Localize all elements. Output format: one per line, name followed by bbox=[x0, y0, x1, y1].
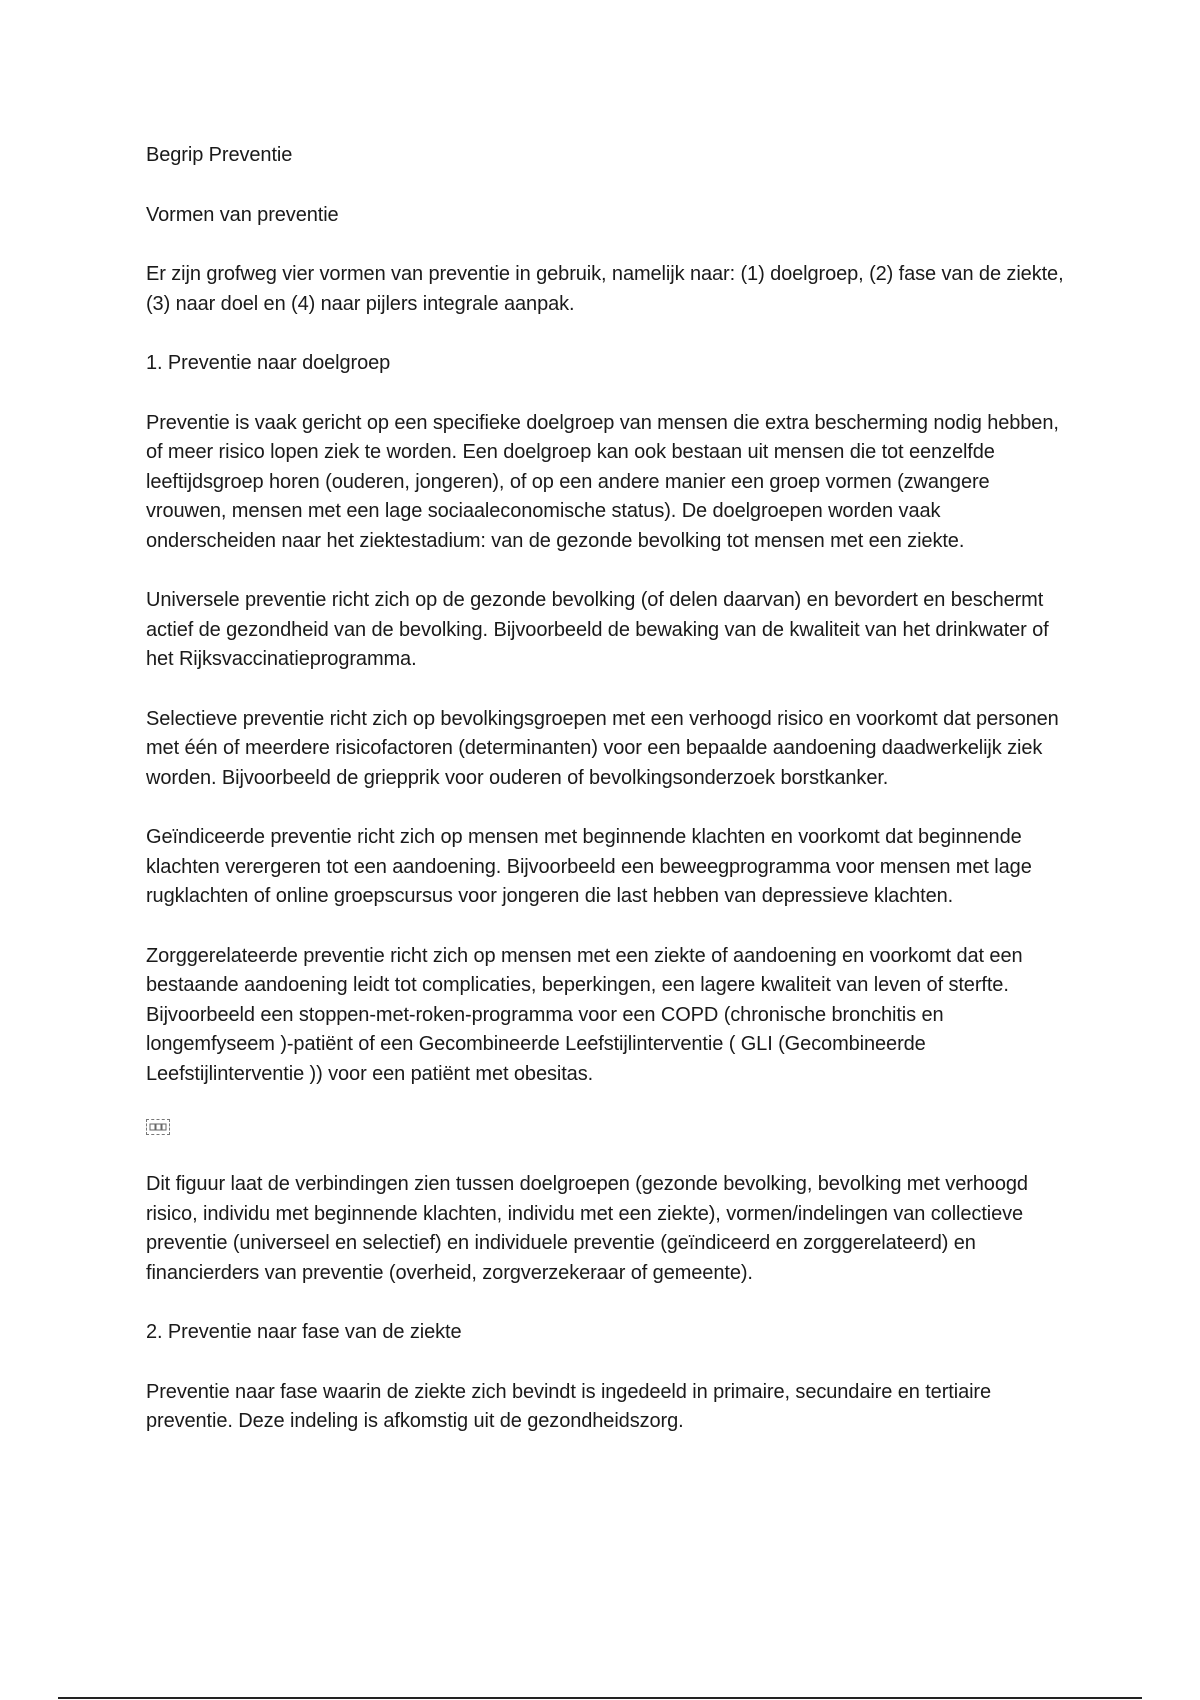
section2-paragraph-fase: Preventie naar fase waarin de ziekte zich bevindt is ingedeeld in primaire, secundaire en tertiaire preventie. Deze indeling is afkomstig uit de gezondheidszorg. bbox=[146, 1380, 992, 1432]
document-title: Begrip Preventie bbox=[146, 144, 293, 166]
section1-heading: 1. Preventie naar doelgroep bbox=[146, 352, 391, 374]
section1-paragraph-universele: Universele preventie richt zich op de gezonde bevolking (of delen daarvan) en bevordert en beschermt actief de gezondheid van de bevolking. Bijvoorbeeld de bewaking van de kwaliteit van het drinkwater of het Rijksvaccinatieprogramma. bbox=[146, 589, 1049, 670]
intro-paragraph: Er zijn grofweg vier vormen van preventie in gebruik, namelijk naar: (1) doelgroep, (2) fase van de ziekte, (3) naar doel en (4) naar pijlers integrale aanpak. bbox=[146, 263, 1064, 315]
figure-caption: Dit figuur laat de verbindingen zien tussen doelgroepen (gezonde bevolking, bevolking met verhoogd risico, individu met beginnende klachten, individu met een ziekte), vormen/indelingen van collectieve preventie (universeel en selectief) en individuele preventie (geïndiceerd en zorggerelateerd) en financierders van preventie (overheid, zorgverzekeraar of gemeente). bbox=[146, 1173, 1028, 1284]
missing-figure-icon bbox=[147, 1120, 169, 1134]
section1-paragraph-zorggerelateerde: Zorggerelateerde preventie richt zich op mensen met een ziekte of aandoening en voorkomt dat een bestaande aandoening leidt tot complicaties, beperkingen, een lagere kwaliteit van leven of sterfte. Bijvoorbeeld een stoppen-met-roken-programma voor een COPD (chronische bronchitis en longemfyseem )-patiënt of een Gecombineerde Leefstijlinterventie ( GLI (Gecombineerde Leefstijlinterventie )) voor een patiënt met obesitas. bbox=[146, 944, 1023, 1085]
section1-paragraph-geindiceerde: Geïndiceerde preventie richt zich op mensen met beginnende klachten en voorkomt dat beginnende klachten verergeren tot een aandoening. Bijvoorbeeld een beweegprogramma voor mensen met lage rugklachten of online groepscursus voor jongeren die last hebben van depressieve klachten. bbox=[146, 826, 1032, 907]
section1-paragraph-doelgroep: Preventie is vaak gericht op een specifieke doelgroep van mensen die extra bescherming nodig hebben, of meer risico lopen ziek te worden. Een doelgroep kan ook bestaan uit mensen die tot eenzelfde leeftijdsgroep horen (ouderen, jongeren), of op een andere manier een groep vormen (zwangere vrouwen, mensen met een lage sociaaleconomische status). De doelgroepen worden vaak onderscheiden naar het ziektestadium: van de gezonde bevolking tot mensen met een ziekte. bbox=[146, 411, 1059, 552]
document-page bbox=[146, 141, 1066, 1467]
broken-image-icon bbox=[146, 1119, 170, 1135]
section1-paragraph-selectieve: Selectieve preventie richt zich op bevolkingsgroepen met een verhoogd risico en voorkomt dat personen met één of meerdere risicofactoren (determinanten) voor een bepaalde aandoening daadwerkelijk ziek worden. Bijvoorbeeld de griepprik voor ouderen of bevolkingsonderzoek borstkanker. bbox=[146, 707, 1059, 789]
section2-heading: 2. Preventie naar fase van de ziekte bbox=[146, 1321, 462, 1343]
page-bottom-divider bbox=[58, 1697, 1142, 1699]
document-subtitle: Vormen van preventie bbox=[146, 203, 339, 226]
